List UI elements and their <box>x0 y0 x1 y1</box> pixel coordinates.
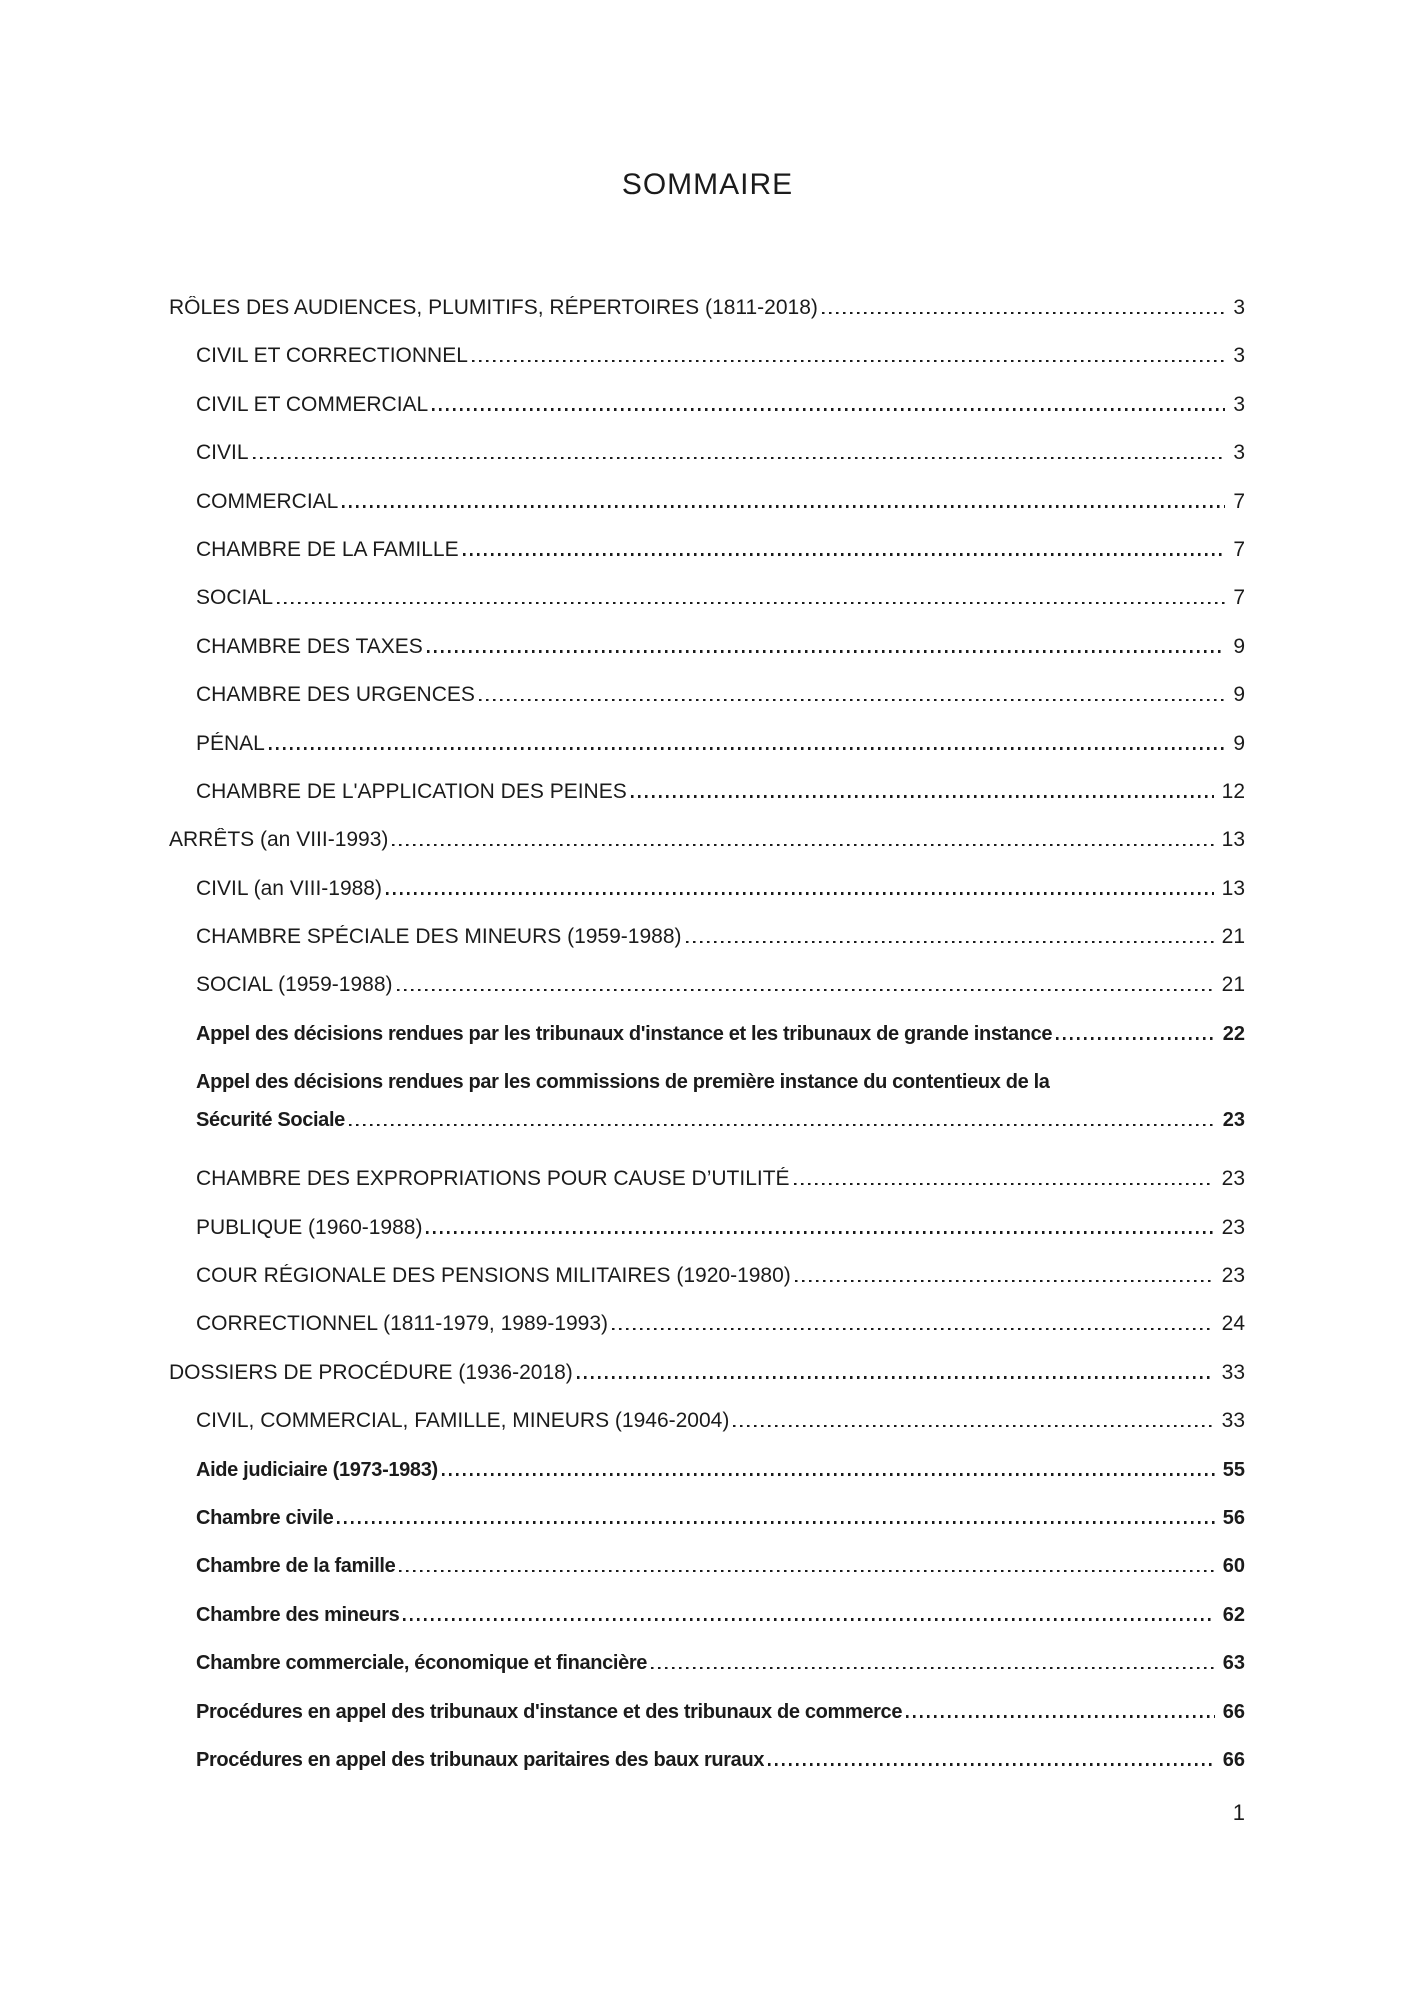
toc-entry-label: CORRECTIONNEL (1811-1979, 1989-1993) <box>196 1312 609 1336</box>
toc-entry <box>169 877 1245 925</box>
toc-entry-label: Chambre civile <box>196 1506 334 1529</box>
toc-entry-page-number: 60 <box>1222 1555 1245 1578</box>
toc-entry-label: Procédures en appel des tribunaux paritaires des baux ruraux <box>196 1748 765 1771</box>
toc-entry <box>169 344 1245 392</box>
toc-entry-page-number: 63 <box>1222 1652 1245 1675</box>
toc-entry-page-number: 23 <box>1221 1167 1245 1191</box>
toc-entry <box>169 1361 1245 1409</box>
toc-entry-page-number: 66 <box>1222 1748 1245 1771</box>
toc-entry <box>169 490 1245 538</box>
toc-entry-label: COMMERCIAL <box>196 489 339 513</box>
toc-entry-label: Chambre des mineurs <box>196 1603 400 1626</box>
toc-entry-page-number: 23 <box>1221 1215 1245 1239</box>
toc-entry-page-number: 21 <box>1221 973 1245 997</box>
toc-leader-dots <box>768 1763 1215 1766</box>
toc-entry-label: COUR RÉGIONALE DES PENSIONS MILITAIRES (1920-1980) <box>196 1264 791 1288</box>
toc-entry <box>169 828 1245 876</box>
toc-entry-label: CIVIL ET CORRECTIONNEL <box>196 344 468 368</box>
toc-entry <box>169 780 1245 828</box>
toc-entry-page-number: 7 <box>1233 537 1245 561</box>
toc-leader-dots <box>1056 1037 1215 1040</box>
toc-entry-page-number: 56 <box>1222 1506 1245 1529</box>
toc-entry-label: Sécurité Sociale <box>196 1109 345 1132</box>
toc-entry <box>169 1748 1245 1796</box>
toc-entry <box>169 441 1245 489</box>
toc-leader-dots <box>479 699 1225 702</box>
toc-entry-page-number: 23 <box>1222 1109 1245 1132</box>
toc-entry-label: Appel des décisions rendues par les tribunaux d'instance et les tribunaux de grande instance <box>196 1022 1053 1045</box>
toc-entry-label: CIVIL <box>196 441 249 465</box>
toc-entry-label: CIVIL, COMMERCIAL, FAMILLE, MINEURS (1946-2004) <box>196 1409 730 1433</box>
toc-leader-dots <box>577 1376 1214 1379</box>
toc-entry <box>169 635 1245 683</box>
toc-entry <box>169 1506 1245 1554</box>
toc-entry-label: CIVIL (an VIII-1988) <box>196 876 382 900</box>
toc-entry-page-number: 9 <box>1233 634 1245 658</box>
toc-entry-page-number: 9 <box>1233 731 1245 755</box>
toc-entry <box>169 1312 1245 1360</box>
toc-entry <box>169 1216 1245 1264</box>
toc-leader-dots <box>397 989 1214 992</box>
toc-entry-label: CHAMBRE SPÉCIALE DES MINEURS (1959-1988) <box>196 925 682 949</box>
toc-entry-label: ARRÊTS (an VIII-1993) <box>169 828 389 852</box>
toc-leader-dots <box>794 1183 1214 1186</box>
toc-entry-label: Aide judiciaire (1973-1983) <box>196 1458 438 1481</box>
toc-leader-dots <box>463 553 1226 556</box>
toc-leader-dots <box>253 457 1226 460</box>
toc-entry-label: CHAMBRE DE LA FAMILLE <box>196 537 459 561</box>
toc-leader-dots <box>631 795 1214 798</box>
toc-leader-dots <box>342 505 1225 508</box>
toc-entry <box>169 393 1245 441</box>
toc-entry <box>169 683 1245 731</box>
toc-entry <box>169 296 1245 344</box>
toc-entry-label: PÉNAL <box>196 731 265 755</box>
toc-leader-dots <box>442 1473 1215 1476</box>
toc-entry-page-number: 3 <box>1233 441 1245 465</box>
toc-entry-page-number: 33 <box>1221 1360 1245 1384</box>
toc-entry-page-number: 66 <box>1222 1700 1245 1723</box>
toc-leader-dots <box>432 408 1225 411</box>
table-of-contents <box>169 296 1245 1796</box>
toc-entry-page-number: 23 <box>1221 1264 1245 1288</box>
toc-entry <box>169 1070 1245 1108</box>
toc-entry <box>169 973 1245 1021</box>
toc-entry <box>169 1022 1245 1070</box>
toc-leader-dots <box>349 1124 1215 1127</box>
toc-entry-page-number: 7 <box>1233 586 1245 610</box>
toc-entry <box>169 1108 1245 1167</box>
toc-entry-page-number: 9 <box>1233 683 1245 707</box>
toc-leader-dots <box>612 1328 1214 1331</box>
toc-entry-label: RÔLES DES AUDIENCES, PLUMITIFS, RÉPERTOIRES (1811-2018) <box>169 296 818 319</box>
toc-leader-dots <box>686 941 1214 944</box>
toc-leader-dots <box>427 650 1226 653</box>
toc-entry <box>169 925 1245 973</box>
toc-entry <box>169 1651 1245 1699</box>
toc-entry-page-number: 13 <box>1221 876 1245 900</box>
toc-leader-dots <box>386 892 1214 895</box>
toc-leader-dots <box>269 747 1225 750</box>
toc-leader-dots <box>392 844 1213 847</box>
toc-entry-page-number: 3 <box>1233 296 1245 319</box>
toc-entry <box>169 1264 1245 1312</box>
toc-entry <box>169 732 1245 780</box>
toc-entry-page-number: 33 <box>1221 1409 1245 1433</box>
toc-leader-dots <box>795 1280 1214 1283</box>
toc-leader-dots <box>426 1231 1213 1234</box>
toc-entry <box>169 1554 1245 1602</box>
toc-leader-dots <box>472 360 1225 363</box>
toc-entry-label: Chambre commerciale, économique et financière <box>196 1652 648 1675</box>
toc-entry-label: DOSSIERS DE PROCÉDURE (1936-2018) <box>169 1360 573 1384</box>
toc-entry <box>169 1700 1245 1748</box>
toc-entry-label: CHAMBRE DE L'APPLICATION DES PEINES <box>196 779 627 803</box>
toc-leader-dots <box>277 602 1225 605</box>
toc-entry-label: Chambre de la famille <box>196 1555 396 1578</box>
toc-entry-page-number: 13 <box>1221 828 1245 852</box>
toc-entry-page-number: 24 <box>1221 1312 1245 1336</box>
toc-entry-label: CHAMBRE DES TAXES <box>196 634 423 658</box>
toc-entry-label: CHAMBRE DES URGENCES <box>196 683 475 707</box>
toc-entry-page-number: 22 <box>1222 1022 1245 1045</box>
toc-leader-dots <box>651 1667 1215 1670</box>
toc-entry <box>169 1603 1245 1651</box>
toc-entry-label: CHAMBRE DES EXPROPRIATIONS POUR CAUSE D’UTILITÉ <box>196 1167 790 1191</box>
page-title: SOMMAIRE <box>621 168 794 201</box>
toc-entry-label: SOCIAL <box>196 586 274 610</box>
toc-entry-page-number: 3 <box>1233 344 1245 368</box>
footer-page-number: 1 <box>1232 1800 1245 1825</box>
toc-entry-page-number: 12 <box>1221 779 1245 803</box>
toc-entry-page-number: 62 <box>1222 1603 1245 1626</box>
toc-leader-dots <box>337 1521 1214 1524</box>
toc-entry-label: Appel des décisions rendues par les commissions de première instance du contentieux de la <box>196 1071 1050 1094</box>
toc-entry-page-number: 55 <box>1222 1458 1245 1481</box>
toc-leader-dots <box>733 1425 1213 1428</box>
toc-entry <box>169 1167 1245 1215</box>
toc-leader-dots <box>822 312 1225 315</box>
toc-leader-dots <box>399 1570 1214 1573</box>
toc-entry-page-number: 21 <box>1221 925 1245 949</box>
toc-leader-dots <box>906 1715 1215 1718</box>
toc-entry <box>169 586 1245 634</box>
toc-entry-label: Procédures en appel des tribunaux d'instance et des tribunaux de commerce <box>196 1700 903 1723</box>
toc-entry-label: CIVIL ET COMMERCIAL <box>196 392 429 416</box>
toc-entry <box>169 538 1245 586</box>
toc-entry-label: SOCIAL (1959-1988) <box>196 973 393 997</box>
toc-entry-page-number: 3 <box>1233 392 1245 416</box>
toc-entry-label: PUBLIQUE (1960-1988) <box>196 1215 423 1239</box>
toc-entry <box>169 1458 1245 1506</box>
toc-leader-dots <box>403 1618 1214 1621</box>
toc-entry-page-number: 7 <box>1233 489 1245 513</box>
toc-entry <box>169 1409 1245 1457</box>
